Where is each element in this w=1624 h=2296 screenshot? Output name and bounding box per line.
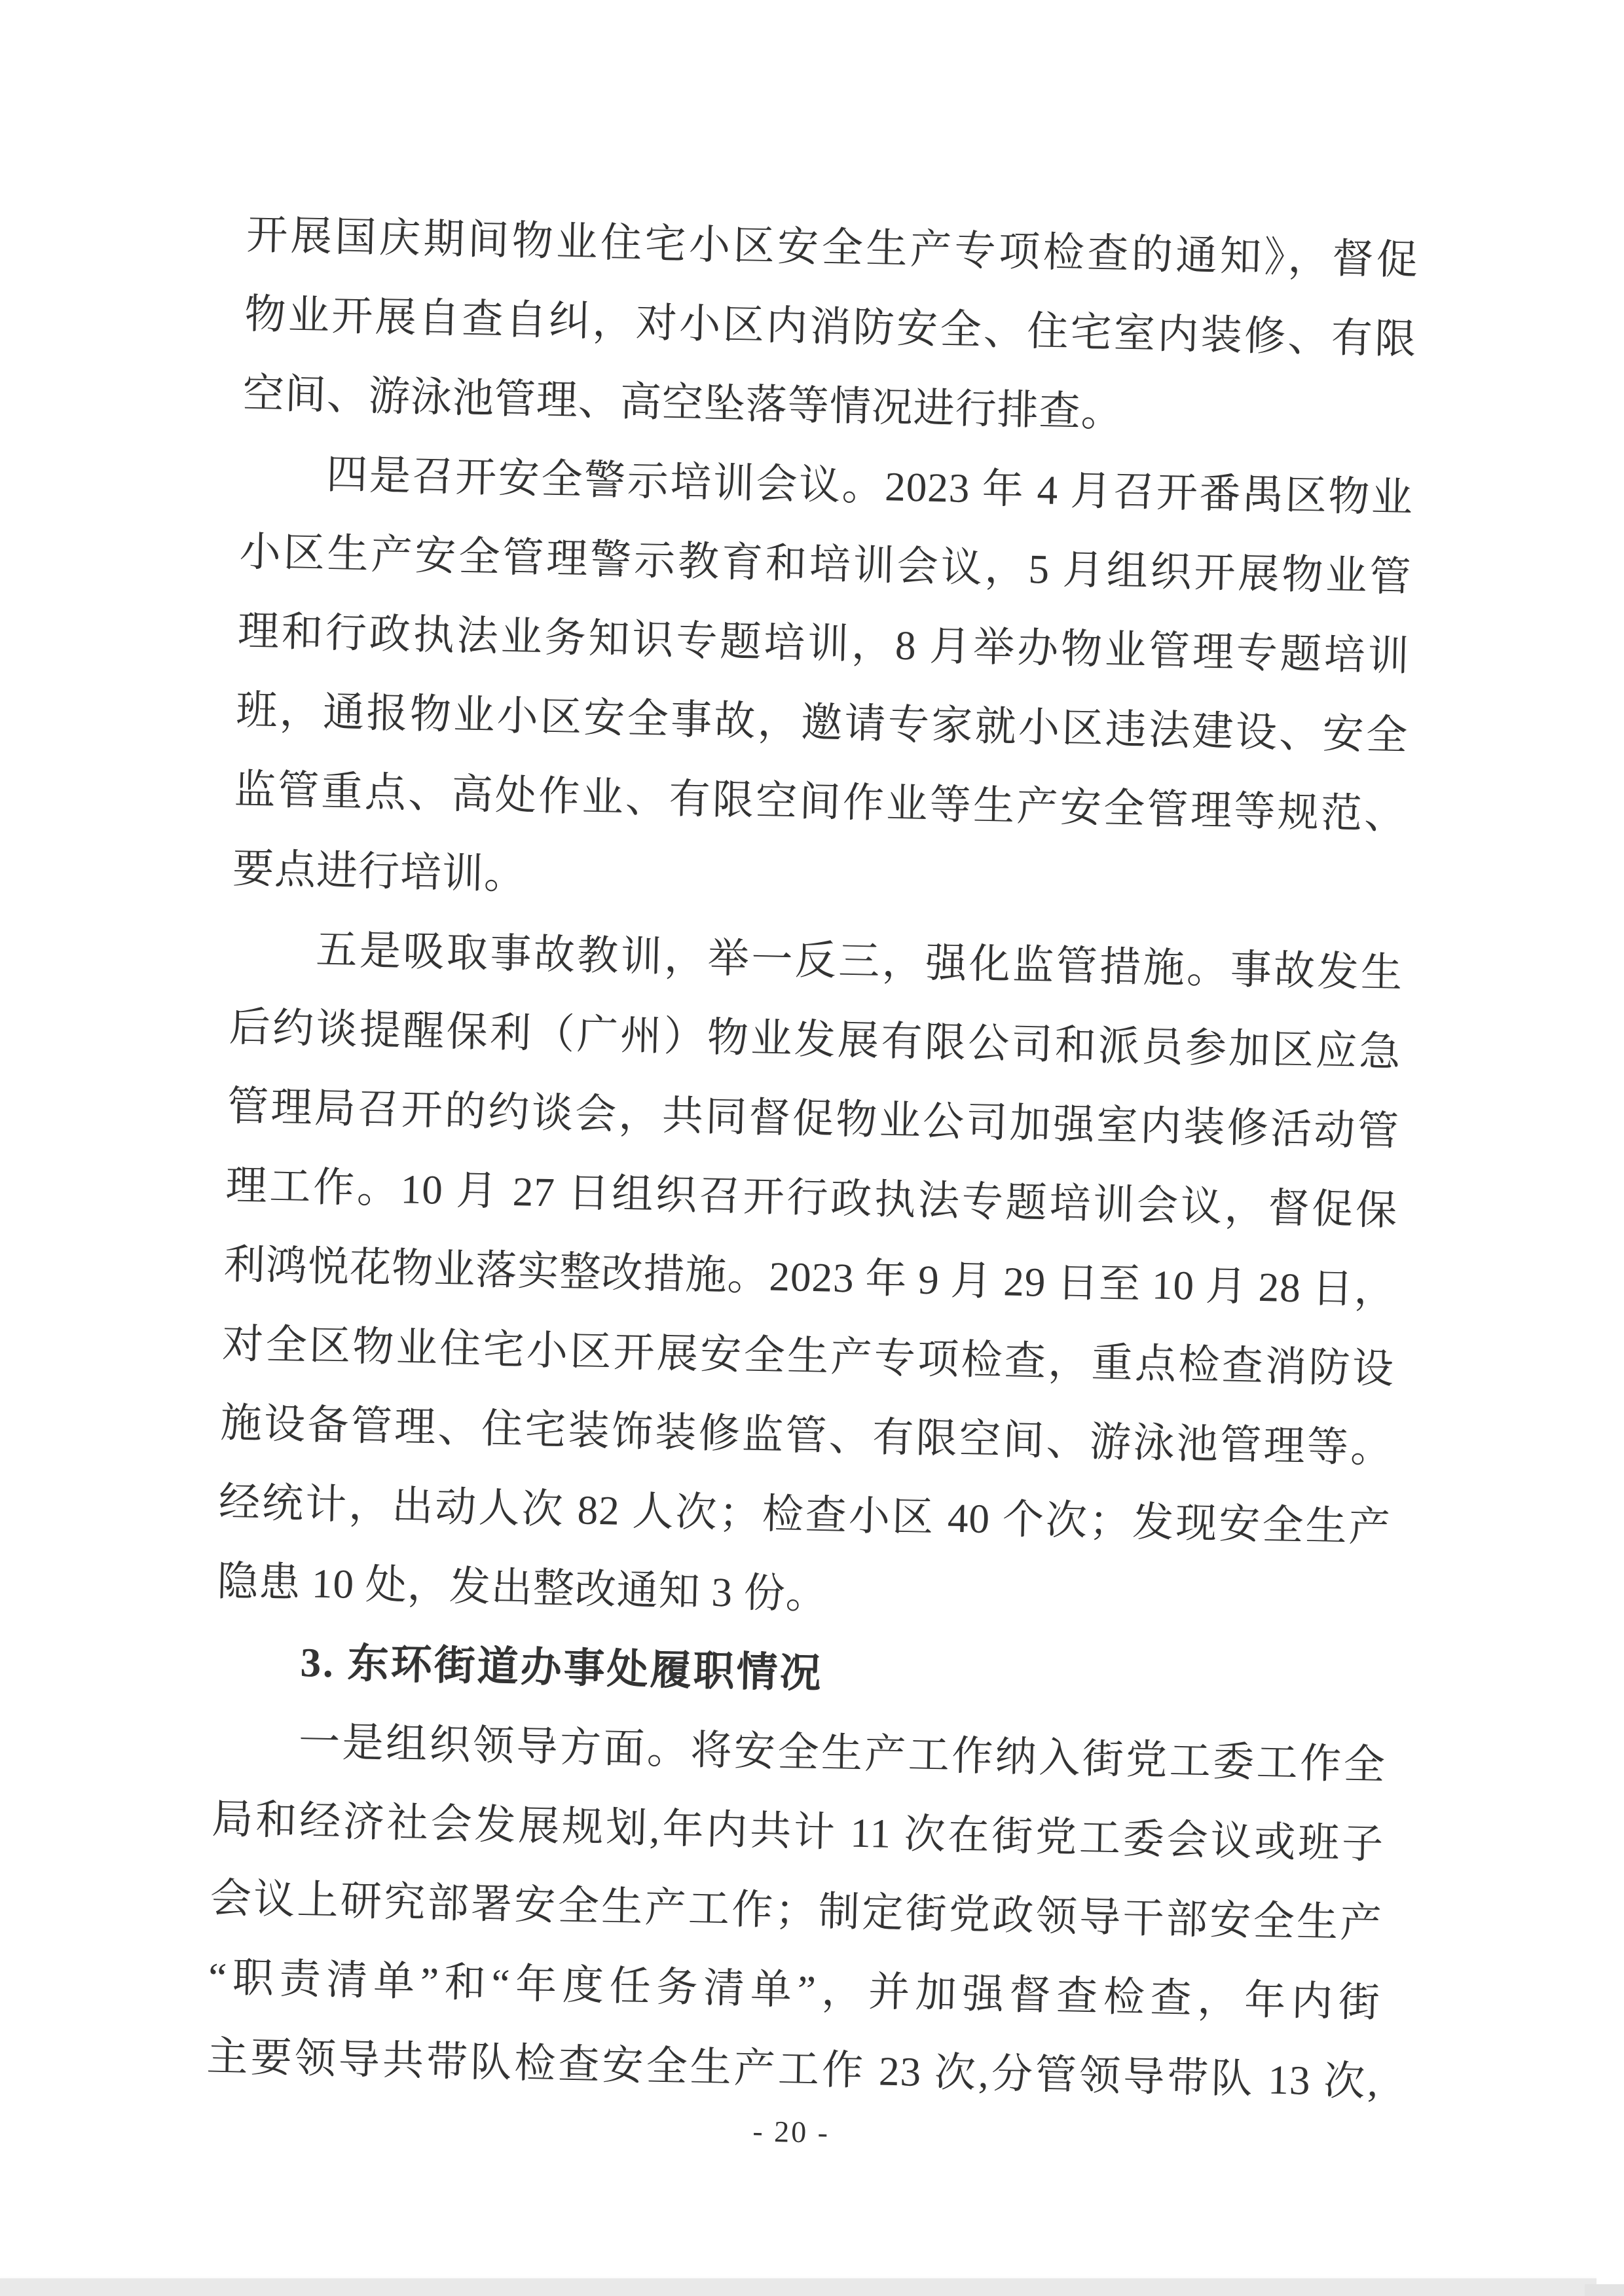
paragraph xyxy=(232,433,1414,934)
text-line: 空间、游泳池管理、高空坠落等情况进行排查。 xyxy=(242,370,1124,436)
paragraph-container xyxy=(206,196,1419,2122)
text-line: 施设备管理、住宅装饰装修监管、有限空间、游泳池管理等。 xyxy=(219,1400,1393,1472)
text-line: 主要领导共带队检查安全生产工作 23 次,分管领导带队 13 次, xyxy=(206,2033,1379,2105)
text-line: 后约谈提醒保利（广州）物业发展有限公司和派员参加区应急 xyxy=(229,1004,1402,1076)
text-line: 要点进行培训。 xyxy=(232,845,526,898)
text-line: 小区生产安全管理警示教育和培训会议，5 月组织开展物业管 xyxy=(238,528,1412,600)
text-line: 经统计，出动人次 82 人次；检查小区 40 个次；发现安全生产 xyxy=(218,1479,1392,1551)
text-line: 一是组织领导方面。将安全生产工作纳入街党工委工作全 xyxy=(298,1719,1386,1789)
paragraph xyxy=(242,196,1419,459)
text-line: “职责清单”和“年度任务清单”，并加强督查检查，年内街 xyxy=(208,1954,1381,2026)
text-line: 利鸿悦花物业落实整改措施。2023 年 9 月 29 日至 10 月 28 日， xyxy=(223,1241,1397,1313)
text-line: 理和行政执法业务知识专题培训，8 月举办物业管理专题培训 xyxy=(237,608,1411,680)
text-line: 会议上研究部署安全生产工作；制定街党政领导干部安全生产 xyxy=(210,1875,1383,1947)
text-line: 局和经济社会发展规划,年内共计 11 次在街党工委会议或班子 xyxy=(211,1796,1384,1868)
text-line: 对全区物业住宅小区开展安全生产专项检查，重点检查消防设 xyxy=(221,1321,1395,1393)
text-line: 开展国庆期间物业住宅小区安全生产专项检查的通知》，督促 xyxy=(246,211,1419,283)
text-block xyxy=(205,196,1419,2164)
text-line: 四是召开安全警示培训会议。2023 年 4 月召开番禺区物业 xyxy=(325,451,1414,521)
scan-edge-artifact xyxy=(0,2278,1596,2296)
text-line: 监管重点、高处作业、有限空间作业等生产安全管理等规范、 xyxy=(234,766,1407,838)
scan-edge-corner xyxy=(1585,2284,1624,2296)
paragraph xyxy=(216,909,1403,1647)
page-number: - 20 - xyxy=(752,2114,830,2149)
paragraph xyxy=(206,1700,1386,2122)
text-line: 3. 东环街道办事处履职情况 xyxy=(299,1639,824,1697)
text-line: 隐患 10 处，发出整改通知 3 份。 xyxy=(216,1558,828,1618)
text-line: 班，通报物业小区安全事故，邀请专家就小区违法建设、安全 xyxy=(235,687,1409,759)
text-line: 物业开展自查自纠，对小区内消防安全、住宅室内装修、有限 xyxy=(244,291,1417,363)
text-line: 理工作。10 月 27 日组织召开行政执法专题培训会议，督促保 xyxy=(225,1162,1398,1234)
text-line: 管理局召开的约谈会，共同督促物业公司加强室内装修活动管 xyxy=(227,1083,1400,1155)
text-line: 五是吸取事故教训，举一反三，强化监管措施。事故发生 xyxy=(315,926,1403,996)
